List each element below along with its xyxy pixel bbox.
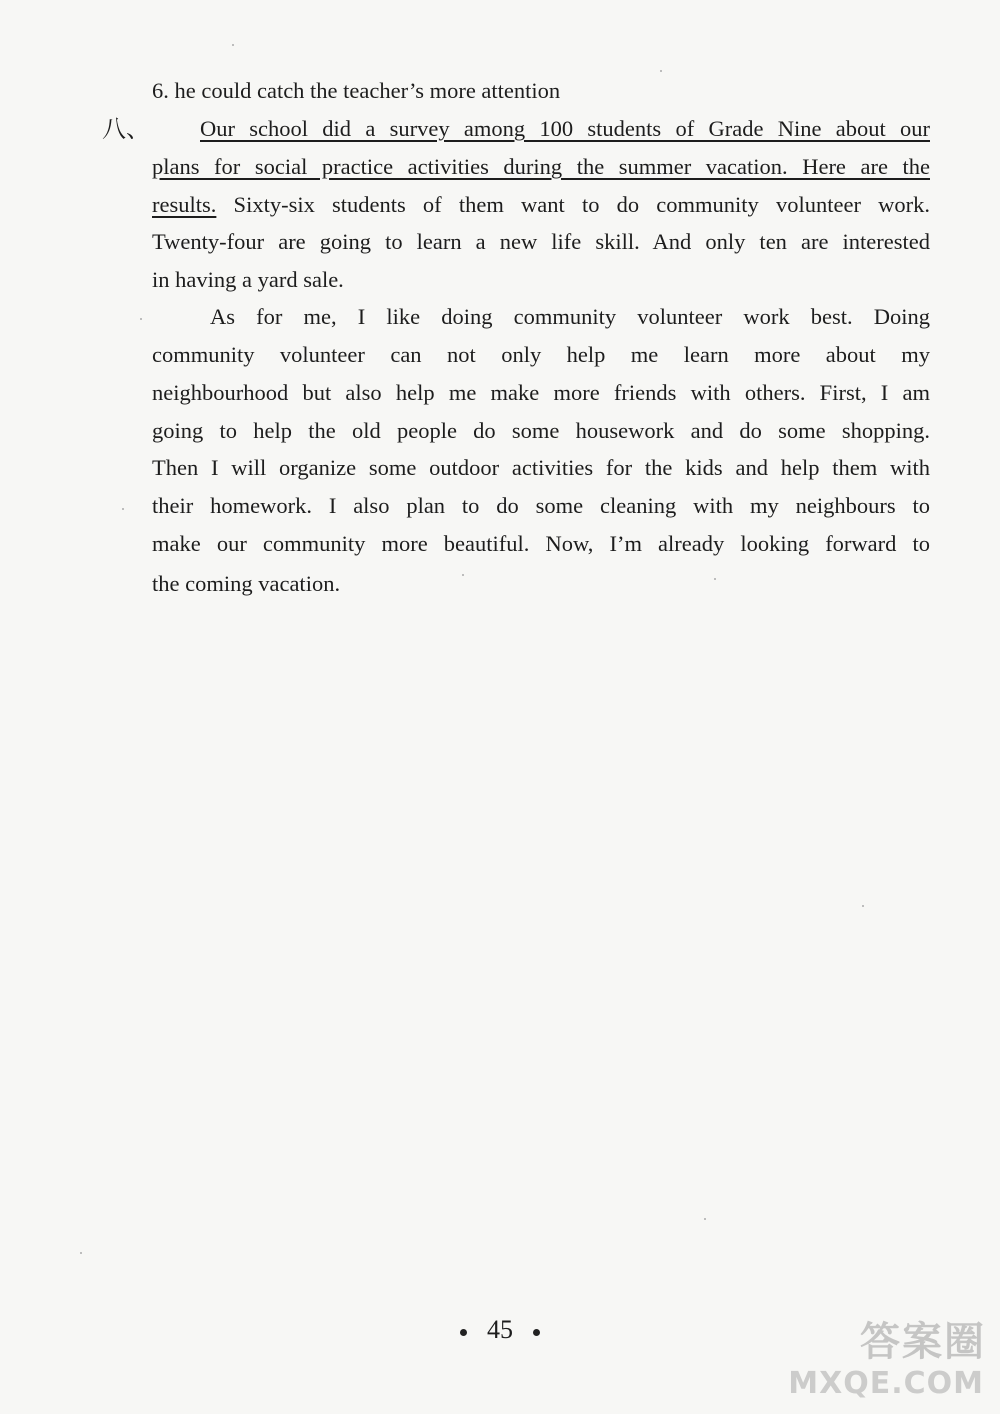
para2-line2: community volunteer can not only help me learn more about my: [152, 342, 930, 367]
scan-speck: [232, 44, 234, 46]
section-marker: 八、: [102, 115, 150, 143]
para1-line3: [152, 190, 930, 220]
para1-line3-rest: Sixty-six students of them want to do community volunteer work.: [216, 192, 930, 217]
scan-speck: [862, 905, 864, 907]
para2-line8: the coming vacation.: [152, 571, 341, 596]
para1-line4: Twenty-four are going to learn a new life skill. And only ten are interested: [152, 229, 930, 254]
bullet-dot-icon: [460, 1329, 467, 1336]
scan-speck: [80, 1252, 82, 1254]
scan-speck: [140, 318, 142, 320]
watermark-logo: 答案圈: [860, 1319, 986, 1365]
scan-speck: [462, 574, 464, 576]
para1-line5: in having a yard sale.: [152, 267, 344, 292]
scan-speck: [660, 70, 662, 72]
para1-line2: plans for social practice activities during the summer vacation. Here are the: [152, 154, 930, 179]
para2-line7: make our community more beautiful. Now, I’m already looking forward to: [152, 531, 930, 556]
para2-line1: As for me, I like doing community volunteer work best. Doing: [210, 304, 930, 329]
para2-line5: Then I will organize some outdoor activities for the kids and help them with: [152, 455, 930, 480]
scan-speck: [704, 1218, 706, 1220]
page-number-value: 45: [487, 1315, 513, 1344]
bullet-dot-icon: [533, 1329, 540, 1336]
scan-speck: [122, 508, 124, 510]
para2-line4: going to help the old people do some housework and do some shopping.: [152, 418, 930, 443]
para2-line3: neighbourhood but also help me make more friends with others. First, I am: [152, 380, 930, 405]
watermark-url: MXQE.COM: [788, 1366, 984, 1401]
para1-line1: Our school did a survey among 100 students of Grade Nine about our: [200, 116, 930, 141]
site-watermark: [756, 1310, 986, 1406]
answer-item-6: 6. he could catch the teacher’s more attention: [152, 78, 561, 103]
para1-line3-underlined: results.: [152, 192, 217, 217]
para2-line6: their homework. I also plan to do some cleaning with my neighbours to: [152, 493, 930, 518]
scan-speck: [714, 578, 716, 580]
